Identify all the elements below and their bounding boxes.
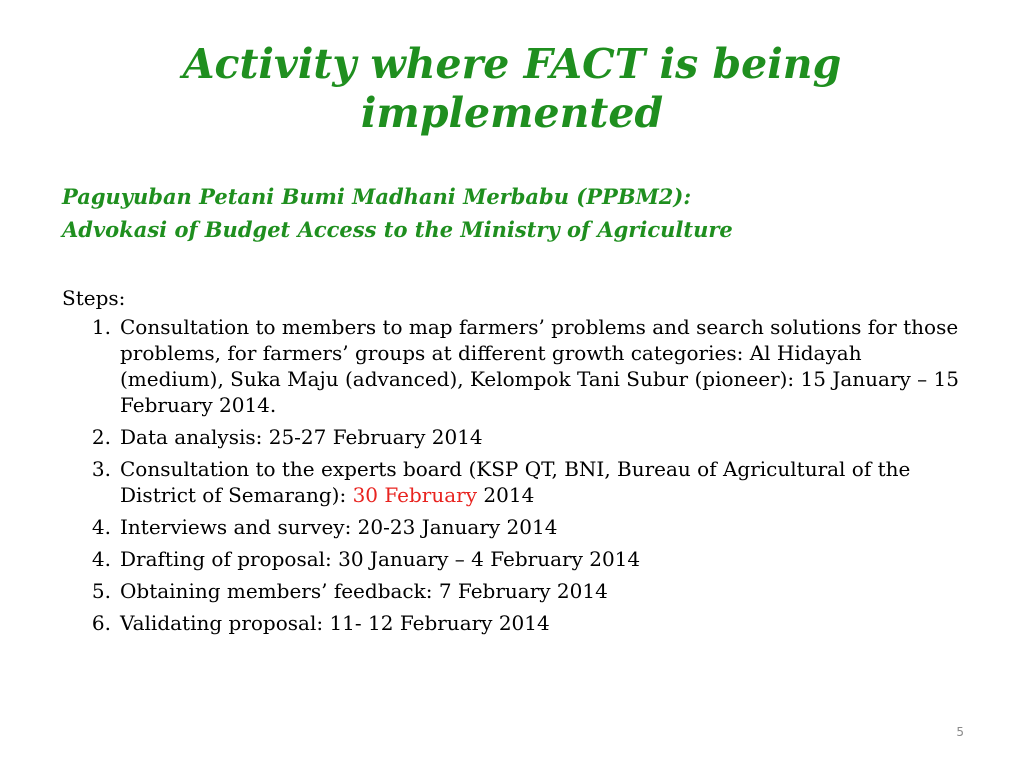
step-number: 3. [91, 457, 111, 481]
step-item [62, 514, 962, 540]
subtitle-line-2: Advokasi of Budget Access to the Ministry of Agriculture [62, 217, 733, 242]
step-item [62, 314, 962, 418]
step-number: 4. [91, 515, 111, 539]
step-date-highlight: 30 February [352, 483, 478, 507]
step-text: Obtaining members’ feedback: 7 February 2014 [120, 579, 608, 603]
step-item [62, 456, 962, 508]
step-item [62, 546, 962, 572]
steps-list [62, 314, 962, 642]
slide-title: Activity where FACT is being implemented [182, 40, 842, 137]
step-number: 4. [91, 547, 111, 571]
step-number: 5. [91, 579, 111, 603]
step-item [62, 610, 962, 636]
step-text [120, 456, 962, 508]
step-text: Data analysis: 25-27 February 2014 [120, 425, 483, 449]
step-text: Consultation to members to map farmers’ problems and search solutions for those problems, for farmers’ groups at different growth categories: Al Hidayah (medium), Suka Maju (advanced), Kelompok Tani Subur (pioneer): 15 January – 15 February 2014. [120, 315, 959, 417]
subtitle-line-1: Paguyuban Petani Bumi Madhani Merbabu (PPBM2): [62, 184, 692, 209]
page-number: 5 [956, 725, 964, 739]
step-text: Validating proposal: 11- 12 February 2014 [120, 611, 550, 635]
slide-subtitle [62, 180, 982, 246]
step-number: 6. [91, 611, 111, 635]
step-text: Interviews and survey: 20-23 January 2014 [120, 515, 558, 539]
steps-label: Steps: [62, 286, 126, 310]
step-text-before: Consultation to the experts board (KSP QT, BNI, Bureau of Agricultural of the District of Semarang): [120, 457, 911, 507]
step-text-after: 2014 [477, 483, 535, 507]
step-item [62, 424, 962, 450]
step-number: 2. [91, 425, 111, 449]
step-number: 1. [91, 315, 111, 339]
step-item [62, 578, 962, 604]
step-text: Drafting of proposal: 30 January – 4 February 2014 [120, 547, 641, 571]
